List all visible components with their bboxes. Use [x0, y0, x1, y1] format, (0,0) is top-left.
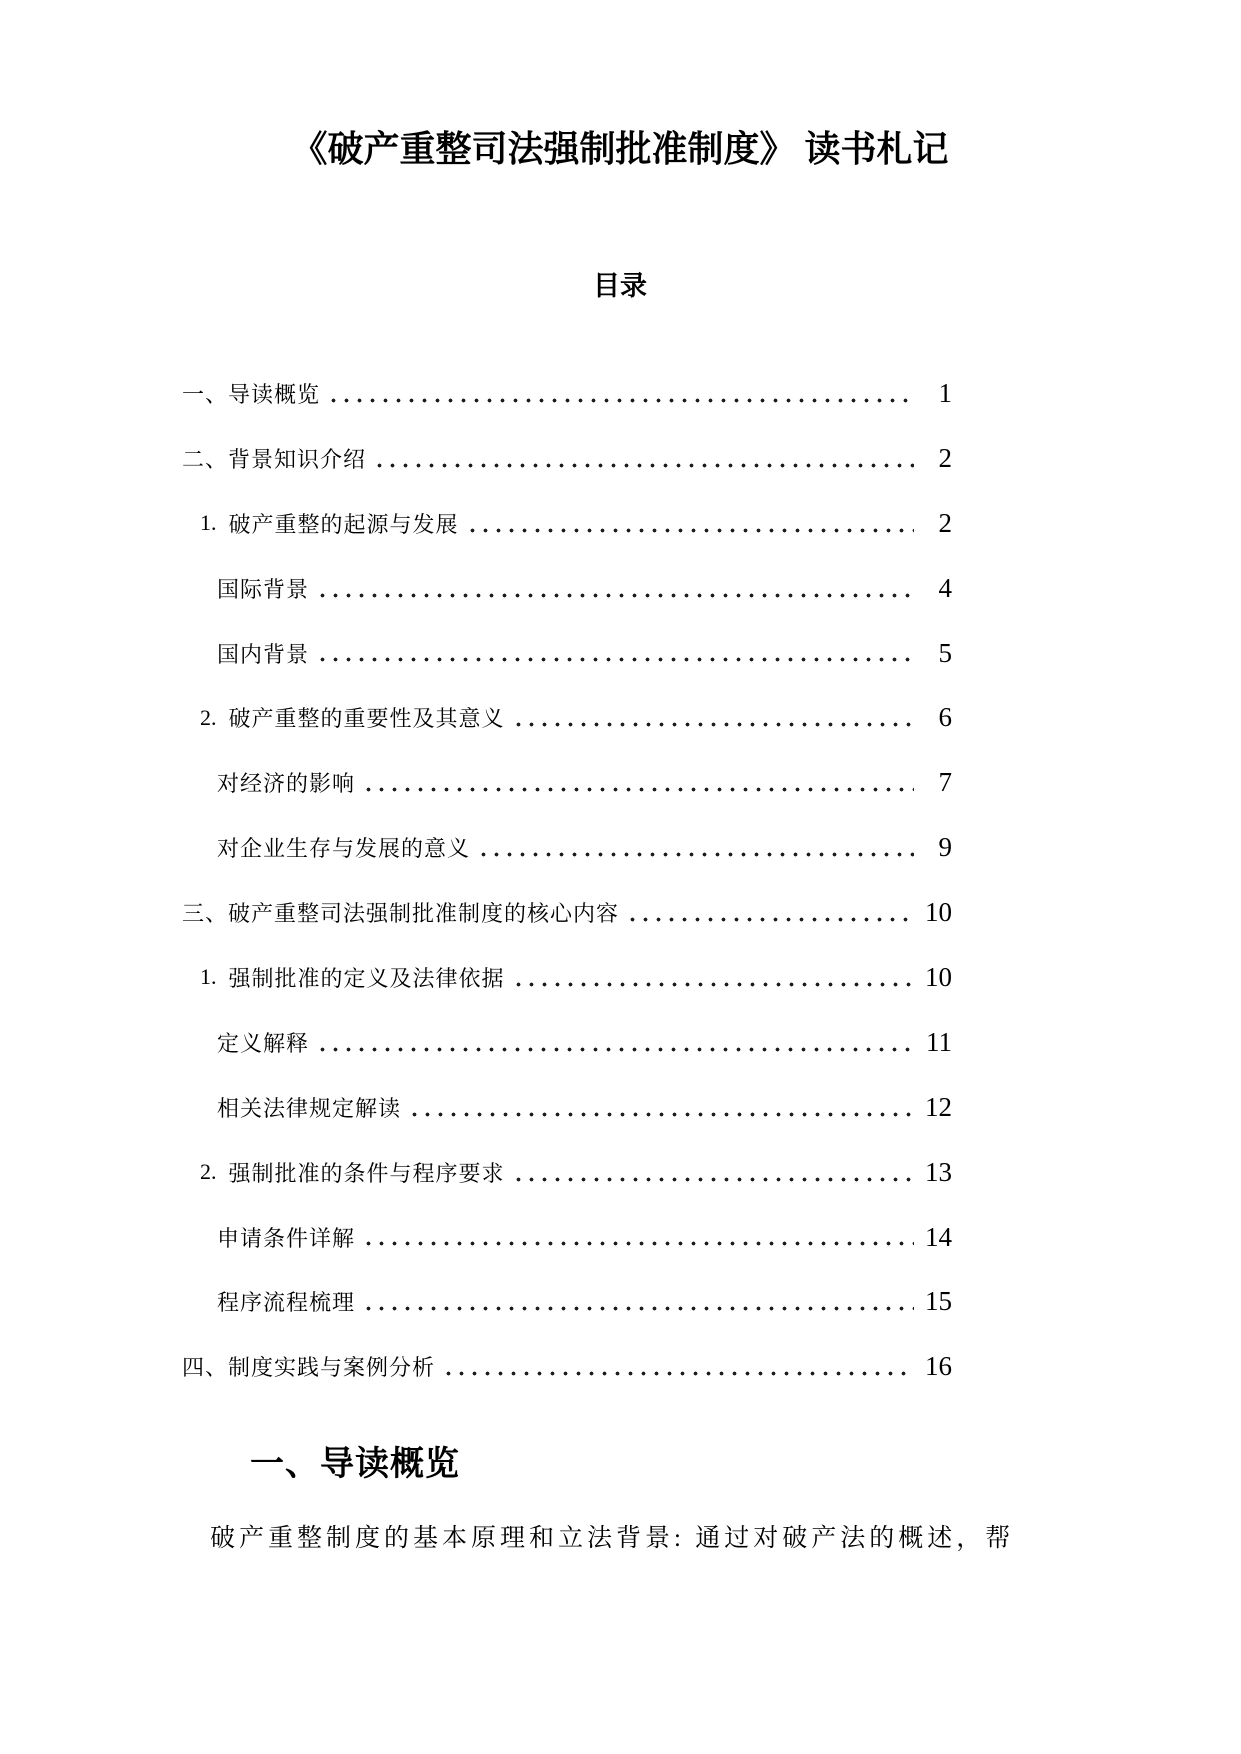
toc-page-number: 4	[938, 572, 952, 603]
toc-page-number: 11	[926, 1026, 952, 1057]
toc-entry-label: 相关法律规定解读	[217, 1095, 402, 1121]
toc-leader-dots	[510, 1140, 914, 1205]
toc-page-number: 5	[938, 637, 952, 668]
toc-entry-number: 1.	[200, 964, 217, 990]
toc-entry[interactable]	[170, 361, 1070, 426]
toc-entry-label: 强制批准的定义及法律依据	[228, 965, 505, 991]
toc-entry[interactable]	[170, 491, 1070, 556]
toc-entry-label: 定义解释	[217, 1030, 310, 1056]
toc-leader-dots	[360, 1205, 914, 1270]
toc-leader-dots	[464, 491, 914, 556]
toc-entry[interactable]	[170, 1010, 1070, 1075]
toc-leader-dots	[360, 1269, 914, 1334]
toc-leader-dots	[475, 815, 914, 880]
toc-entry-label: 程序流程梳理	[217, 1290, 356, 1316]
toc-page-number: 10	[925, 897, 952, 928]
toc-entry[interactable]	[170, 1269, 1070, 1334]
toc-page-number: 16	[925, 1351, 952, 1382]
toc-entry[interactable]	[170, 685, 1070, 750]
toc-entry-label: 破产重整的起源与发展	[228, 511, 459, 537]
toc-leader-dots	[371, 426, 914, 491]
toc-entry[interactable]	[170, 1075, 1070, 1140]
toc-page-number: 12	[925, 1091, 952, 1122]
toc-leader-dots	[360, 750, 914, 815]
toc-entry-label: 强制批准的条件与程序要求	[228, 1160, 505, 1186]
toc-entry[interactable]	[170, 880, 1070, 945]
toc-entry[interactable]	[170, 815, 1070, 880]
toc-entry-number: 1.	[200, 510, 217, 536]
toc-heading: 目录	[593, 271, 647, 301]
toc-entry-label: 四、制度实践与案例分析	[182, 1355, 436, 1381]
toc-entry-label: 对经济的影响	[217, 771, 356, 797]
section-heading: 一、导读概览	[250, 1446, 460, 1484]
toc-entry-label: 一、导读概览	[182, 381, 321, 407]
toc-leader-dots	[314, 621, 914, 686]
toc-entry-number: 2.	[200, 1159, 217, 1185]
toc-page-number: 13	[925, 1156, 952, 1187]
toc-leader-dots	[325, 361, 914, 426]
toc-entry-label: 对企业生存与发展的意义	[217, 836, 471, 862]
toc-entry-label: 三、破产重整司法强制批准制度的核心内容	[182, 901, 620, 927]
toc-entry[interactable]	[170, 621, 1070, 686]
toc-entry[interactable]	[170, 945, 1070, 1010]
toc-page-number: 2	[938, 442, 952, 473]
toc-leader-dots	[624, 880, 914, 945]
toc-entry[interactable]	[170, 1205, 1070, 1270]
toc-page-number: 9	[938, 832, 952, 863]
toc-entry-label: 国际背景	[217, 576, 310, 602]
toc-page-number: 6	[938, 702, 952, 733]
toc-entry[interactable]	[170, 750, 1070, 815]
body-paragraph: 破产重整制度的基本原理和立法背景: 通过对破产法的概述，帮	[210, 1525, 1015, 1553]
toc-entry-label: 国内背景	[217, 641, 310, 667]
toc-entry[interactable]	[170, 556, 1070, 621]
toc-entry-number: 2.	[200, 704, 217, 730]
table-of-contents	[170, 361, 1070, 1399]
toc-entry[interactable]	[170, 1334, 1070, 1399]
toc-entry[interactable]	[170, 1140, 1070, 1205]
toc-entry[interactable]	[170, 426, 1070, 491]
toc-leader-dots	[440, 1334, 914, 1399]
toc-leader-dots	[510, 945, 914, 1010]
toc-page-number: 1	[938, 377, 952, 408]
toc-leader-dots	[406, 1075, 914, 1140]
document-title: 《破产重整司法强制批准制度》 读书札记	[291, 129, 949, 169]
toc-leader-dots	[314, 1010, 914, 1075]
toc-page-number: 14	[925, 1221, 952, 1252]
toc-entry-label: 申请条件详解	[217, 1225, 356, 1251]
toc-entry-label: 破产重整的重要性及其意义	[228, 706, 505, 732]
toc-leader-dots	[510, 685, 914, 750]
toc-page-number: 15	[925, 1286, 952, 1317]
toc-page-number: 10	[925, 961, 952, 992]
toc-leader-dots	[314, 556, 914, 621]
toc-page-number: 2	[938, 507, 952, 538]
toc-page-number: 7	[938, 767, 952, 798]
toc-entry-label: 二、背景知识介绍	[182, 446, 367, 472]
